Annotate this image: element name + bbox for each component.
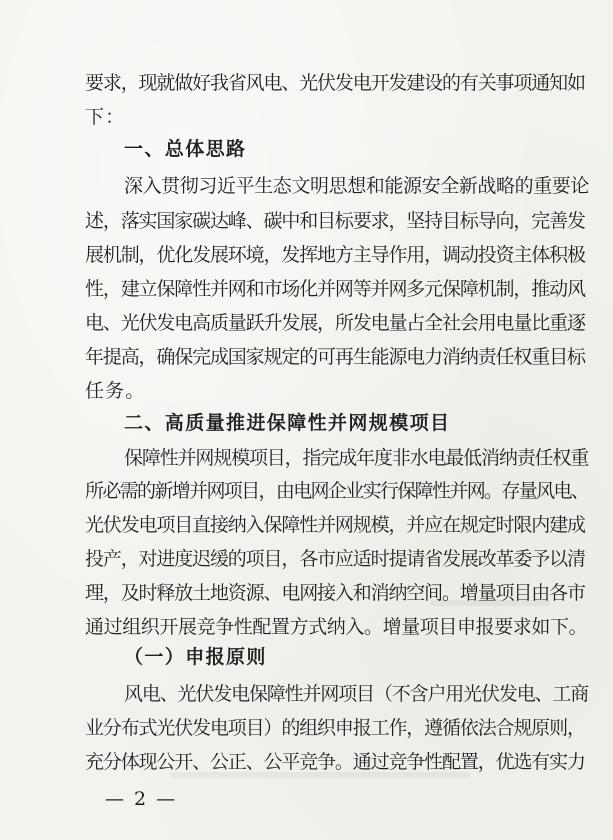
page-number: — 2 — [105, 788, 178, 810]
body-text-line: 充分体现公开、公正、公平竞争。通过竞争性配置，优选有实力 [85, 751, 585, 773]
body-text-line: 述，落实国家碳达峰、碳中和目标要求，坚持目标导向，完善发 [85, 210, 585, 232]
body-text-line: 任务。 [85, 380, 146, 402]
subsection-heading: （一）申报原则 [124, 646, 267, 668]
section-heading-2: 二、高质量推进保障性并网规模项目 [124, 412, 451, 434]
body-text-line: 保障性并网规模项目，指完成年度非水电最低消纳责任权重 [124, 447, 589, 469]
body-text-line: 投产，对进度迟缓的项目，各市应适时提请省发展改革委予以清 [85, 548, 585, 570]
body-text-line: 光伏发电项目直接纳入保障性并网规模，并应在规定时限内建成 [85, 514, 585, 536]
body-text-line: 通过组织开展竞争性配置方式纳入。增量项目申报要求如下。 [85, 616, 588, 638]
body-text-line: 电、光伏发电高质量跃升发展，所发电量占全社会用电量比重逐 [85, 312, 585, 334]
body-text-line: 所必需的新增并网项目，由电网企业实行保障性并网。存量风电、 [85, 480, 589, 502]
body-text-line: 展机制，优化发展环境，发挥地方主导作用，调动投资主体积极 [85, 244, 585, 266]
body-text-line: 深入贯彻习近平生态文明思想和能源安全新战略的重要论 [124, 175, 590, 197]
body-text-line: 年提高，确保完成国家规定的可再生能源电力消纳责任权重目标 [85, 346, 585, 368]
body-text-line: 性，建立保障性并网和市场化并网等并网多元保障机制，推动风 [85, 278, 585, 300]
body-text-line: 下： [85, 106, 126, 128]
section-heading-1: 一、总体思路 [124, 138, 247, 160]
body-text-line: 理，及时释放土地资源、电网接入和消纳空间。增量项目由各市 [85, 582, 585, 604]
body-text-line: 要求，现就做好我省风电、光伏发电开发建设的有关事项通知如 [85, 72, 585, 94]
body-text-line: 风电、光伏发电保障性并网项目（不含户用光伏发电、工商 [124, 683, 589, 705]
body-text-line: 业分布式光伏发电项目）的组织申报工作，遵循依法合规原则， [85, 717, 585, 739]
